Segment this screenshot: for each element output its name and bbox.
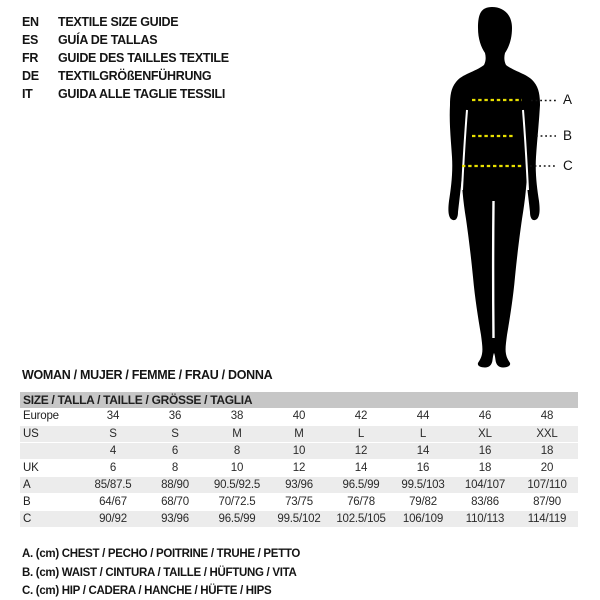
language-code: IT [22,87,33,101]
table-row [20,459,578,476]
size-cell: 85/87.5 [94,478,132,491]
size-cell: 18 [540,444,554,457]
size-cell: XXL [536,427,558,440]
size-cell: 64/67 [99,495,127,508]
size-table-body [20,408,578,527]
language-row [22,49,229,67]
size-table-header-row [20,392,578,408]
size-cell: 93/96 [161,512,189,525]
language-guide-title: GUÍA DE TALLAS [58,33,158,47]
marker-label-hip: C [563,158,573,173]
language-row [22,13,229,31]
marker-label-chest: A [563,92,573,107]
row-label: C [23,512,32,525]
size-cell: 68/70 [161,495,189,508]
row-label: B [23,495,31,508]
size-cell: 6 [171,444,179,457]
size-table-header: SIZE / TALLA / TAILLE / GRÖSSE / TAGLIA [20,392,578,408]
table-row [20,510,578,527]
size-cell: 106/109 [402,512,444,525]
size-cell: 48 [540,410,554,423]
size-cell: 107/110 [527,478,567,491]
body-measurement-figure [443,5,578,369]
size-cell: L [357,427,365,440]
size-cell: 12 [354,444,368,457]
size-table [20,392,578,528]
size-cell: 79/82 [409,495,437,508]
size-cell: 99.5/102 [277,512,321,525]
row-label: UK [23,461,39,474]
size-cell: 73/75 [285,495,313,508]
size-cell: XL [478,427,492,440]
language-code: DE [22,69,39,83]
size-cell: 38 [230,410,244,423]
size-cell: 87/90 [533,495,561,508]
size-cell: 40 [292,410,306,423]
size-cell: 70/72.5 [218,495,256,508]
table-title: WOMAN / MUJER / FEMME / FRAU / DONNA [22,368,273,382]
legend-row: C. (cm) HIP / CADERA / HANCHE / HÜFTE / HIPS [22,585,272,597]
size-cell: 76/78 [347,495,375,508]
table-row [20,408,578,425]
language-code: ES [22,33,39,47]
size-cell: 16 [478,444,492,457]
language-row [22,67,229,85]
size-cell: 102.5/105 [336,512,386,525]
size-cell: 16 [416,461,430,474]
size-cell: 14 [354,461,368,474]
size-cell: 42 [354,410,368,423]
size-cell: L [419,427,427,440]
legend-row: B. (cm) WAIST / CINTURA / TAILLE / HÜFTUNG / VITA [22,566,297,579]
size-cell: 46 [478,410,492,423]
size-cell: 90/92 [99,512,127,525]
size-cell: 8 [233,444,241,457]
measurement-legend [22,545,300,600]
size-cell: M [232,427,242,440]
size-cell: 110/113 [465,512,505,525]
size-cell: 88/90 [161,478,189,491]
size-cell: 8 [171,461,179,474]
size-cell: S [109,427,117,440]
language-guide-title: GUIDE DES TAILLES TEXTILE [58,51,229,65]
woman-silhouette-graphic [443,5,578,369]
row-label: US [23,427,39,440]
language-guide-title: TEXTILE SIZE GUIDE [58,15,179,29]
size-cell: 96.5/99 [218,512,256,525]
row-label: Europe [23,410,59,423]
size-cell: S [171,427,179,440]
language-guide-title: TEXTILGRÖßENFÜHRUNG [58,69,212,83]
language-list [22,13,229,103]
size-cell: 14 [416,444,430,457]
size-cell: M [294,427,304,440]
language-guide-title: GUIDA ALLE TAGLIE TESSILI [58,87,226,101]
size-cell: 104/107 [464,478,506,491]
size-cell: 10 [230,461,244,474]
size-cell: 114/119 [527,512,567,525]
size-cell: 12 [292,461,306,474]
size-cell: 44 [416,410,430,423]
size-cell: 4 [109,444,117,457]
size-cell: 36 [168,410,182,423]
language-row [22,85,229,103]
table-row [20,493,578,510]
row-label [20,442,82,459]
table-row [20,476,578,493]
size-cell: 93/96 [285,478,313,491]
size-cell: 20 [540,461,554,474]
size-cell: 99.5/103 [401,478,445,491]
language-code: FR [22,51,39,65]
row-label: A [23,478,31,491]
size-cell: 18 [478,461,492,474]
marker-label-waist: B [563,128,573,143]
table-row [20,442,578,459]
size-cell: 96.5/99 [342,478,380,491]
legend-row: A. (cm) CHEST / PECHO / POITRINE / TRUHE / PETTO [22,548,301,560]
size-cell: 83/86 [471,495,499,508]
size-cell: 10 [292,444,306,457]
size-cell: 34 [106,410,120,423]
language-row [22,31,229,49]
table-row [20,425,578,442]
language-code: EN [22,15,39,29]
size-cell: 90.5/92.5 [213,478,261,491]
size-cell: 6 [109,461,117,474]
